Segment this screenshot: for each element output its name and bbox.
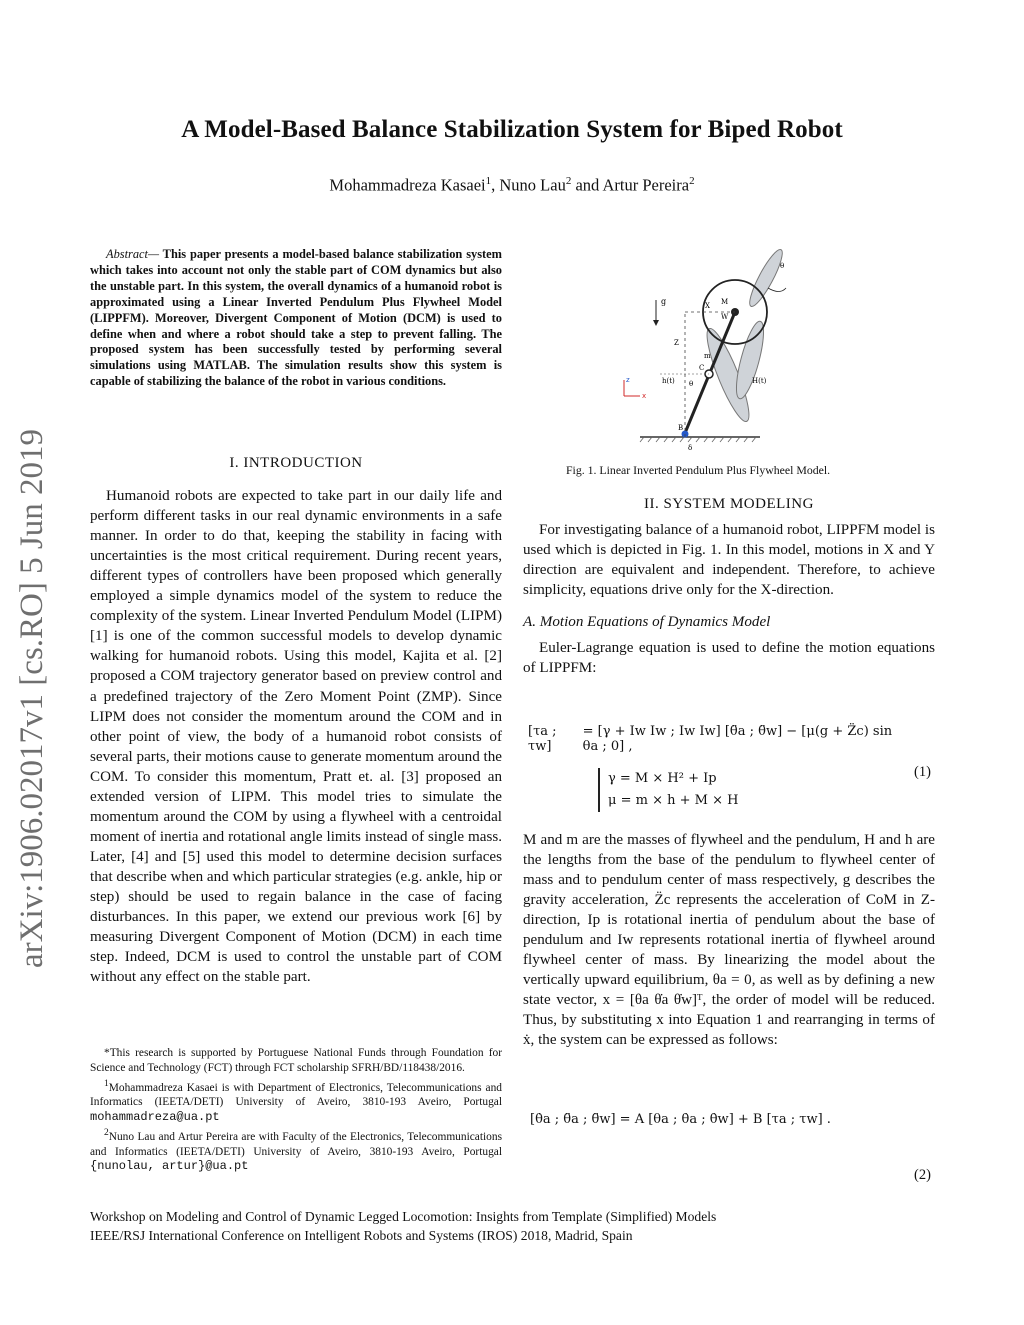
- footnote-mark: 1: [104, 1079, 109, 1089]
- H-label: H(t): [752, 377, 767, 385]
- footnote-text: Nuno Lau and Artur Pereira are with Faculty of the Electronics, Telecommunications and Informatics (IEETA/DETI) University of Aveiro, 3810-193 Aveiro, Portugal: [90, 1131, 502, 1158]
- theta-a-label: θ: [689, 380, 694, 388]
- venue-note: [90, 1207, 930, 1245]
- venue-line: Workshop on Modeling and Control of Dynamic Legged Locomotion: Insights from Template (Simplified) Models: [90, 1209, 717, 1224]
- equation-number: (2): [914, 1167, 931, 1183]
- right-column: [523, 494, 935, 678]
- lippfm-figure: [600, 240, 820, 452]
- x-axis-label: x: [642, 392, 647, 400]
- gravity-label: g: [661, 297, 667, 306]
- footnotes: [90, 1046, 502, 1176]
- system-paragraph: M and m are the masses of flywheel and the pendulum, H and h are the lengths from the base of the pendulum to flywheel center of mass and to pendulum center of mass respectively, g describes the gravity acceleration, Z̈c represents the acceleration of CoM in Z-direction, Ip is rotational inertia of pendulum about the base of pendulum and Iw represents rotational inertia of flywheel around flywheel center of mass. By linearizing the model about the vertically upward equilibrium, θa = 0, as well as by defining a new state vector, x = [θa θ̇a θ̇w]ᵀ, the order of model will be reduced. Thus, by substituting x into Equation 1 and rearranging in terms of ẋ, the system can be expressed as follows:: [523, 832, 935, 1049]
- system-paragraph: Euler-Lagrange equation is used to define the motion equations of LIPPFM:: [523, 640, 935, 677]
- footnote-funding: *This research is supported by Portuguese National Funds through Foundation for Science and Technology (FCT) through FCT scholarship SFRH/BD/118438/2016.: [90, 1047, 502, 1074]
- zc-label: Z: [674, 339, 679, 347]
- B-label: B: [678, 424, 684, 432]
- footnote-text: Mohammadreza Kasaei is with Department of Electronics, Telecommunications and Informatics (IEETA/DETI) University of Aveiro, 3810-193 Aveiro, Portugal: [90, 1081, 502, 1109]
- system-heading: II. SYSTEM MODELING: [644, 496, 814, 512]
- author-list: [0, 175, 1024, 196]
- author-name: and Artur Pereira: [571, 175, 690, 195]
- C-label: C: [699, 364, 705, 372]
- torso-shape: [745, 246, 787, 309]
- xc-label: X: [705, 302, 710, 310]
- right-column-cont: [523, 830, 935, 1051]
- footnote-author2: [90, 1126, 502, 1173]
- author-affil: 2: [565, 175, 572, 187]
- leg-shape: [731, 319, 769, 401]
- footnote-email: mohammadreza@ua.pt: [90, 1109, 220, 1124]
- author-name: , Nuno Lau: [491, 175, 566, 195]
- subsection-heading: A. Motion Equations of Dynamics Model: [523, 614, 771, 631]
- delta-label: δ: [688, 444, 693, 452]
- venue-line: IEEE/RSJ International Conference on Intelligent Robots and Systems (IROS) 2018, Madrid, Spain: [90, 1228, 633, 1243]
- author-name: Mohammadreza Kasaei: [329, 175, 486, 195]
- W-label: W: [721, 313, 729, 321]
- footnote-author1: [90, 1077, 502, 1124]
- author-affil: 2: [689, 175, 695, 187]
- abstract-text: This paper presents a model-based balance stabilization system which takes into account not only the stable part of COM dynamics but also the unstable part. In this system, the overall dynamics of a humanoid robot is approximated using a Linear Inverted Pendulum Plus Flywheel Model (LIPPFM). Moreover, Divergent Component of Motion (DCM) is used to define when and where a robot should take a step to prevent falling. The proposed system has been successfully tested by performing several simulations using MATLAB. The simulation results show this system is capable of stabilizing the balance of the robot in various conditions.: [90, 247, 502, 389]
- arxiv-identifier: arXiv:1906.02017v1 [cs.RO] 5 Jun 2019: [14, 429, 50, 968]
- figure-caption: Fig. 1. Linear Inverted Pendulum Plus Flywheel Model.: [566, 463, 831, 477]
- system-paragraph: For investigating balance of a humanoid robot, LIPPFM model is used which is depicted in Fig. 1. In this model, motions in X and Y direction are equivalent and independent. Therefore, to achieve simplicity, equations drive only for the X-direction.: [523, 522, 935, 599]
- intro-heading: I. INTRODUCTION: [229, 455, 363, 471]
- eq1-gamma: γ = M × H² + Ip: [608, 771, 717, 786]
- theta-w-arc: [768, 288, 786, 292]
- author-affil: 1: [485, 175, 492, 187]
- paper-title: A Model-Based Balance Stabilization System for Biped Robot: [181, 116, 843, 143]
- M-label: M: [721, 298, 729, 306]
- left-column: [90, 453, 502, 987]
- abstract: [90, 247, 502, 390]
- eq1-rhs: = [γ + Iw Iw ; Iw Iw] [θ̈a ; θ̈w] − [μ(g + Z̈c) sin θa ; 0] ,: [582, 724, 893, 754]
- equation-2: [θ̇a ; θ̈a ; θ̈w] = A [θa ; θ̇a ; θ̇w] + B [τa ; τw] .: [530, 1112, 831, 1127]
- h-label: h(t): [662, 377, 675, 385]
- footnote-mark: 2: [104, 1128, 109, 1139]
- eq1-lhs: [τa ; τw]: [528, 724, 557, 754]
- theta-w-label: θ: [780, 262, 785, 270]
- abstract-label: Abstract—: [106, 247, 160, 261]
- equation-1: [528, 724, 898, 812]
- eq1-mu: μ = m × h + M × H: [608, 793, 739, 808]
- z-axis-label: z: [626, 376, 630, 384]
- intro-paragraph: Humanoid robots are expected to take part in our daily life and perform different tasks in our real dynamic environments in a safe manner. In order to do that, keeping the stability in facing with uncertainties is the most critical requirement. During recent years, different types of controllers have been proposed which generally employed a simple dynamics model of the system to reduce the complexity of the system. Linear Inverted Pendulum Model (LIPM) [1] is one of the common successful models to develop dynamic walking for humanoid robots. Using this model, Kajita et al. [2] proposed a COM trajectory generator based on preview control and a predefined trajectory of the Zero Moment Point (ZMP). Since LIPM does not consider the momentum around the COM and in other point of view, the body of a humanoid robot consists of several parts, their motions cause to generate momentum around the COM. To consider this momentum, Pratt et. al. [3] proposed an extended version of LIPM. This model tries to simulate the momentum around the COM by using a flywheel with a centroidal moment of inertia and rotational angle limits instead of single mass. Later, [4] and [5] used this model to determine decision surfaces that describe when and which particular strategies (e.g. ankle, hip or step) should be used to regain balance in the case of facing disturbances. In this paper, we extend our previous work [6] by measuring Divergent Component of Motion (DCM) in each time step. Indeed, DCM is used to control the unstable part of COM without any effect on the stable part.: [90, 488, 502, 986]
- m-label: m: [704, 352, 711, 360]
- footnote-email: {nunolau, artur}@ua.pt: [90, 1159, 249, 1174]
- equation-number: (1): [914, 764, 931, 780]
- gravity-arrowhead: [653, 320, 659, 326]
